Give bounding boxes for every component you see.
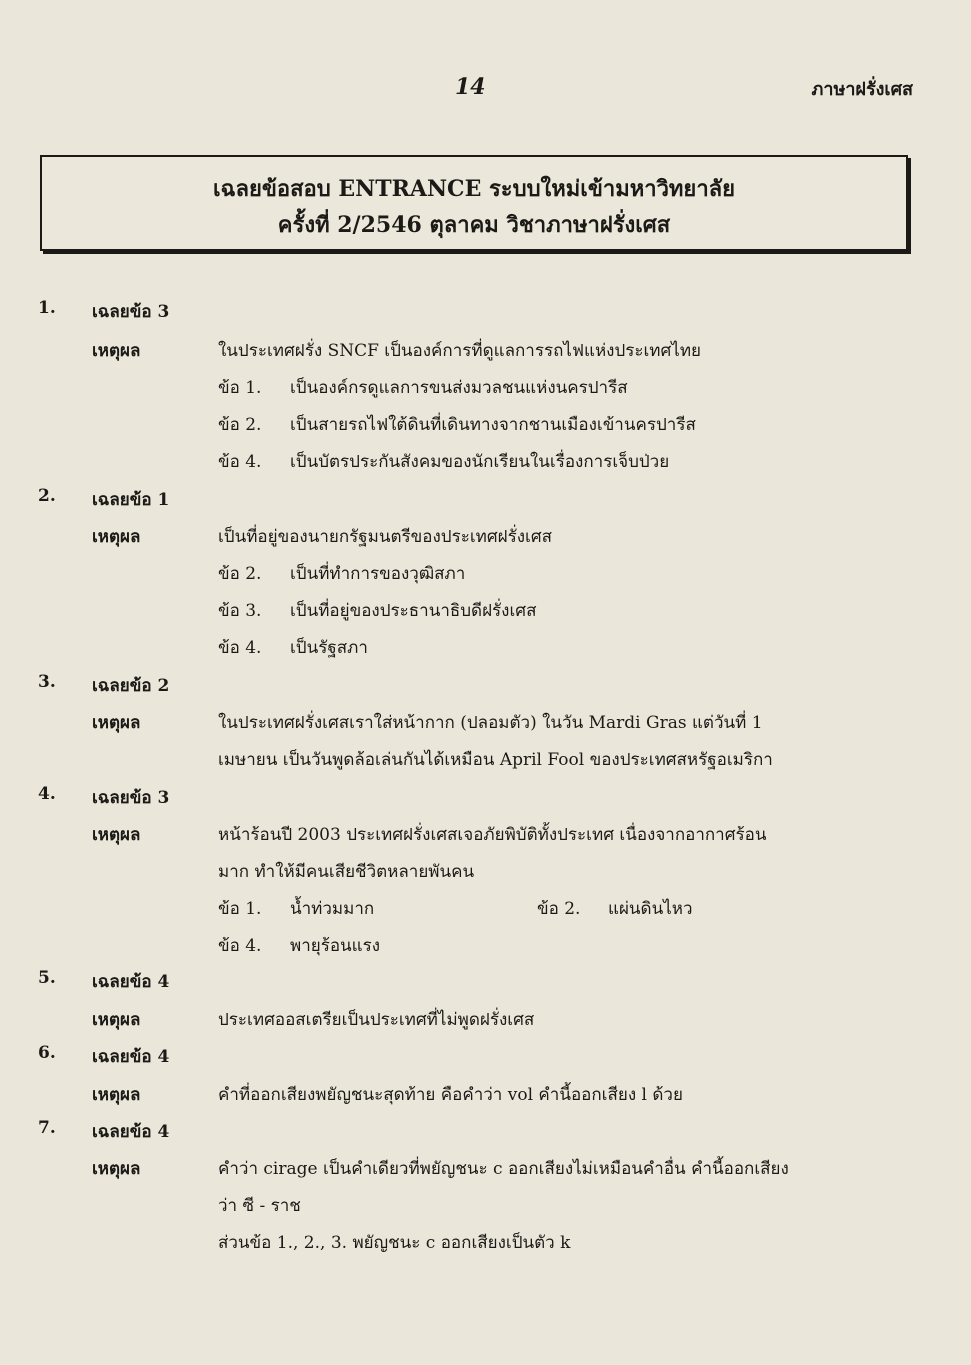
page-number: 14 bbox=[455, 74, 486, 100]
reason-text: ในประเทศฝรั่งเศสเราใส่หน้ากาก (ปลอมตัว) ในวัน Mardi Gras แต่วันที่ 1 bbox=[218, 713, 763, 733]
reason-label: เหตุผล bbox=[92, 527, 141, 547]
answer-heading: เฉลยข้อ 4 bbox=[92, 1122, 170, 1142]
reason-text: ประเทศออสเตรียเป็นประเทศที่ไม่พูดฝรั่งเศส bbox=[218, 1010, 535, 1030]
option-key: ข้อ 1. bbox=[218, 378, 262, 398]
question-number: 1. bbox=[38, 298, 56, 318]
option-key: ข้อ 1. bbox=[218, 899, 262, 919]
answer-heading: เฉลยข้อ 3 bbox=[92, 302, 170, 322]
option-text: น้ำท่วมมาก bbox=[290, 899, 375, 919]
reason-text: ในประเทศฝรั่ง SNCF เป็นองค์การที่ดูแลการรถไฟแห่งประเทศไทย bbox=[218, 341, 702, 361]
reason-label: เหตุผล bbox=[92, 1010, 141, 1030]
title-line-2: ครั้งที่ 2/2546 ตุลาคม วิชาภาษาฝรั่งเศส bbox=[277, 212, 671, 238]
question-number: 3. bbox=[38, 672, 56, 692]
option-key: ข้อ 4. bbox=[218, 638, 262, 658]
reason-label: เหตุผล bbox=[92, 1085, 141, 1105]
option-text: พายุร้อนแรง bbox=[290, 936, 381, 956]
reason-text: คำที่ออกเสียงพยัญชนะสุดท้าย คือคำว่า vol คำนี้ออกเสียง l ด้วย bbox=[218, 1085, 683, 1105]
option-text: เป็นบัตรประกันสังคมของนักเรียนในเรื่องการเจ็บป่วย bbox=[290, 452, 670, 472]
question-number: 7. bbox=[38, 1118, 56, 1138]
reason-label: เหตุผล bbox=[92, 341, 141, 361]
option-text: เป็นสายรถไฟใต้ดินที่เดินทางจากชานเมืองเข้านครปารีส bbox=[290, 415, 696, 435]
reason-label: เหตุผล bbox=[92, 713, 141, 733]
question-number: 5. bbox=[38, 968, 56, 988]
answer-heading: เฉลยข้อ 2 bbox=[92, 676, 170, 696]
reason-text: ว่า ซี - ราช bbox=[218, 1196, 301, 1216]
option-key: ข้อ 2. bbox=[537, 899, 581, 919]
title-line-1: เฉลยข้อสอบ ENTRANCE ระบบใหม่เข้ามหาวิทยาลัย bbox=[212, 176, 736, 202]
answer-heading: เฉลยข้อ 4 bbox=[92, 972, 170, 992]
question-number: 4. bbox=[38, 784, 56, 804]
title-box bbox=[40, 155, 908, 251]
option-key: ข้อ 2. bbox=[218, 415, 262, 435]
option-text: เป็นที่ทำการของวุฒิสภา bbox=[290, 564, 466, 584]
reason-text: ส่วนข้อ 1., 2., 3. พยัญชนะ c ออกเสียงเป็นตัว k bbox=[218, 1233, 571, 1253]
option-text: แผ่นดินไหว bbox=[608, 899, 693, 919]
option-text: เป็นที่อยู่ของประธานาธิบดีฝรั่งเศส bbox=[290, 601, 537, 621]
reason-text: หน้าร้อนปี 2003 ประเทศฝรั่งเศสเจอภัยพิบัติทั้งประเทศ เนื่องจากอากาศร้อน bbox=[218, 825, 767, 845]
running-header-subject: ภาษาฝรั่งเศส bbox=[811, 79, 913, 100]
option-key: ข้อ 2. bbox=[218, 564, 262, 584]
reason-text: เป็นที่อยู่ของนายกรัฐมนตรีของประเทศฝรั่งเศส bbox=[218, 527, 553, 547]
reason-label: เหตุผล bbox=[92, 1159, 141, 1179]
option-key: ข้อ 4. bbox=[218, 936, 262, 956]
option-text: เป็นรัฐสภา bbox=[290, 638, 368, 658]
option-key: ข้อ 3. bbox=[218, 601, 262, 621]
reason-text: มาก ทำให้มีคนเสียชีวิตหลายพันคน bbox=[218, 862, 475, 882]
option-key: ข้อ 4. bbox=[218, 452, 262, 472]
option-text: เป็นองค์กรดูแลการขนส่งมวลชนแห่งนครปารีส bbox=[290, 378, 628, 398]
reason-text: เมษายน เป็นวันพูดล้อเล่นกันได้เหมือน April Fool ของประเทศสหรัฐอเมริกา bbox=[218, 750, 773, 770]
question-number: 6. bbox=[38, 1043, 56, 1063]
answer-heading: เฉลยข้อ 3 bbox=[92, 788, 170, 808]
reason-label: เหตุผล bbox=[92, 825, 141, 845]
answer-heading: เฉลยข้อ 1 bbox=[92, 490, 170, 510]
reason-text: คำว่า cirage เป็นคำเดียวที่พยัญชนะ c ออกเสียงไม่เหมือนคำอื่น คำนี้ออกเสียง bbox=[218, 1159, 789, 1179]
answer-heading: เฉลยข้อ 4 bbox=[92, 1047, 170, 1067]
question-number: 2. bbox=[38, 486, 56, 506]
